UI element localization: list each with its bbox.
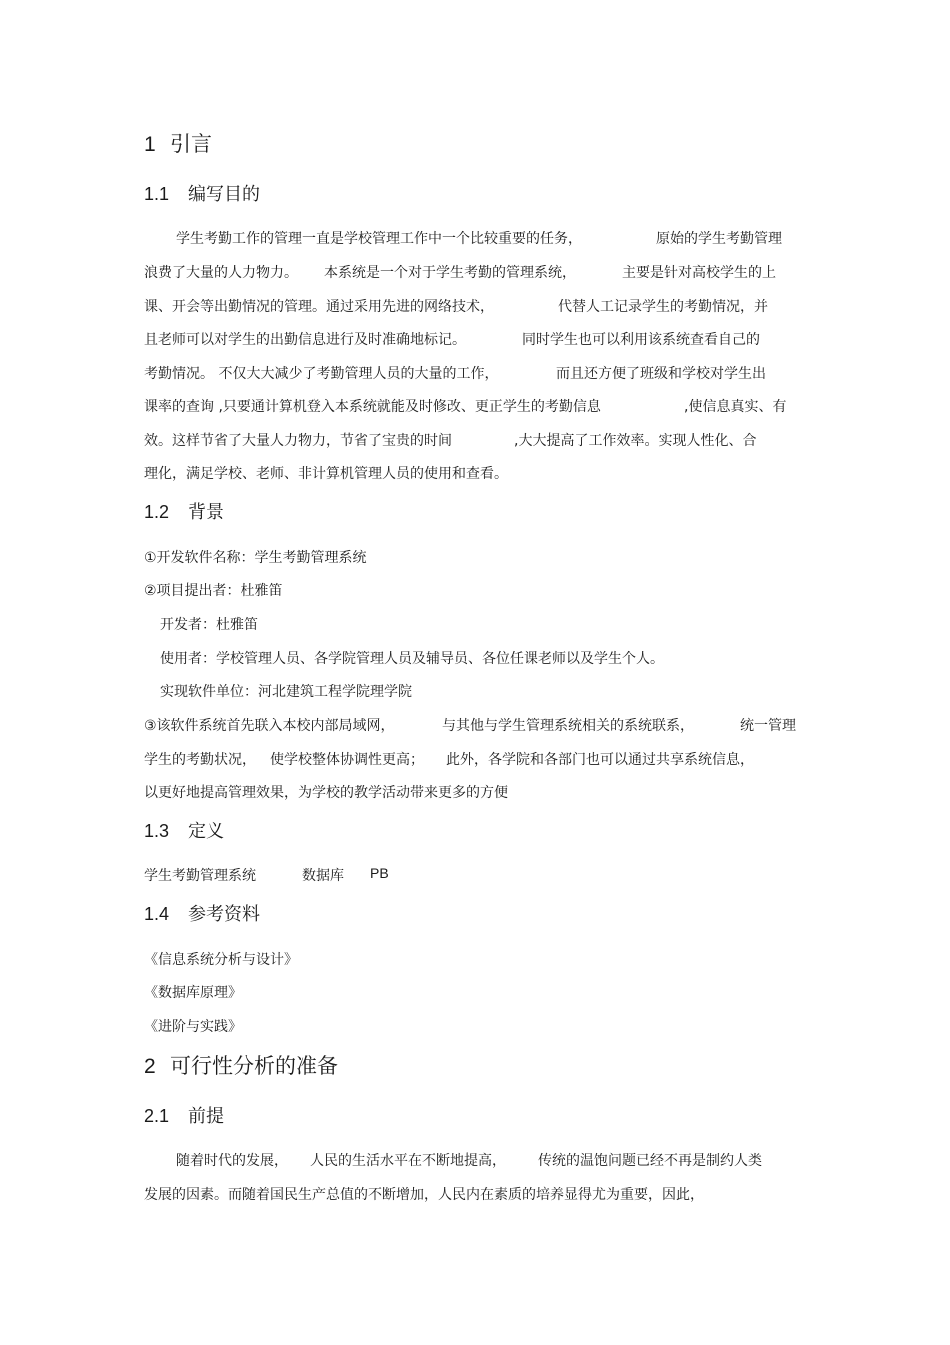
section-heading-1-1 xyxy=(144,180,260,206)
background-developer: 开发者：杜雅笛 xyxy=(160,617,258,633)
text-line: 统一管理 xyxy=(740,718,796,734)
text-line: 与其他与学生管理系统相关的系统联系， xyxy=(442,718,694,734)
section-heading-1 xyxy=(144,128,212,158)
text-line: 使学校整体协调性更高； xyxy=(270,752,424,768)
text-line: 学生考勤工作的管理一直是学校管理工作中一个比较重要的任务， xyxy=(176,231,582,247)
section-number: 1 xyxy=(144,133,156,156)
section-heading-1-4 xyxy=(144,900,260,926)
text-line: 以更好地提高管理效果，为学校的教学活动带来更多的方便 xyxy=(144,785,508,801)
reference-item: 《信息系统分析与设计》 xyxy=(144,952,298,968)
text-line: ,大大提高了工作效率。实现人性化、合 xyxy=(514,433,757,449)
text-line: ,使信息真实、有 xyxy=(684,399,787,415)
section-heading-1-3 xyxy=(144,817,224,843)
text-line: 人民的生活水平在不断地提高， xyxy=(310,1153,506,1169)
text-line: 课、开会等出勤情况的管理。通过采用先进的网络技术， xyxy=(144,299,494,315)
section-title: 参考资料 xyxy=(188,904,260,925)
reference-item: 《进阶与实践》 xyxy=(144,1019,242,1035)
text-line: 本系统是一个对于学生考勤的管理系统， xyxy=(324,265,576,281)
background-users: 使用者：学校管理人员、各学院管理人员及辅导员、各位任课老师以及学生个人。 xyxy=(160,651,664,667)
reference-item: 《数据库原理》 xyxy=(144,985,242,1001)
background-item-proposer: ②项目提出者：杜雅笛 xyxy=(144,583,283,599)
text-line: 传统的温饱问题已经不再是制约人类 xyxy=(538,1153,762,1169)
text-line: 主要是针对高校学生的上 xyxy=(622,265,776,281)
text-line: 而且还方便了班级和学校对学生出 xyxy=(556,366,766,382)
text-line: 理化，满足学校、老师、非计算机管理人员的使用和查看。 xyxy=(144,466,508,482)
section-number: 1.3 xyxy=(144,821,170,841)
section-title: 背景 xyxy=(188,502,224,523)
text-line: 且老师可以对学生的出勤信息进行及时准确地标记。 xyxy=(144,332,466,348)
section-number: 1.2 xyxy=(144,502,170,522)
section-heading-1-2 xyxy=(144,498,224,524)
text-line: 原始的学生考勤管理 xyxy=(656,231,782,247)
definition-term: PB xyxy=(370,865,389,881)
section-number: 2 xyxy=(144,1055,156,1078)
section-number: 1.1 xyxy=(144,184,170,204)
section-heading-2-1 xyxy=(144,1102,224,1128)
section-title: 定义 xyxy=(188,821,224,842)
background-unit: 实现软件单位：河北建筑工程学院理学院 xyxy=(160,684,412,700)
text-line: 代替人工记录学生的考勤情况，并 xyxy=(558,299,768,315)
section-number: 1.4 xyxy=(144,904,170,924)
section-title: 可行性分析的准备 xyxy=(170,1054,338,1078)
text-line: 浪费了大量的人力物力。 xyxy=(144,265,298,281)
text-line: ③该软件系统首先联入本校内部局域网， xyxy=(144,718,395,734)
definition-term: 数据库 xyxy=(302,868,344,884)
text-line: 学生的考勤状况， xyxy=(144,752,256,768)
section-heading-2 xyxy=(144,1050,338,1080)
background-item-software-name: ①开发软件名称：学生考勤管理系统 xyxy=(144,550,367,566)
text-line: 发展的因素。而随着国民生产总值的不断增加，人民内在素质的培养显得尤为重要，因此， xyxy=(144,1187,704,1203)
text-line: 随着时代的发展， xyxy=(176,1153,288,1169)
definition-term: 学生考勤管理系统 xyxy=(144,868,256,884)
text-line: 此外，各学院和各部门也可以通过共享系统信息， xyxy=(446,752,754,768)
section-title: 前提 xyxy=(188,1106,224,1127)
section-title: 引言 xyxy=(170,132,212,156)
section-number: 2.1 xyxy=(144,1106,170,1126)
section-title: 编写目的 xyxy=(188,184,260,205)
text-line: 考勤情况。 不仅大大减少了考勤管理人员的大量的工作， xyxy=(144,366,499,382)
text-line: 课率的查询 ,只要通计算机登入本系统就能及时修改、更正学生的考勤信息 xyxy=(144,399,601,415)
text-line: 效。这样节省了大量人力物力，节省了宝贵的时间 xyxy=(144,433,452,449)
text-line: 同时学生也可以利用该系统查看自己的 xyxy=(522,332,760,348)
